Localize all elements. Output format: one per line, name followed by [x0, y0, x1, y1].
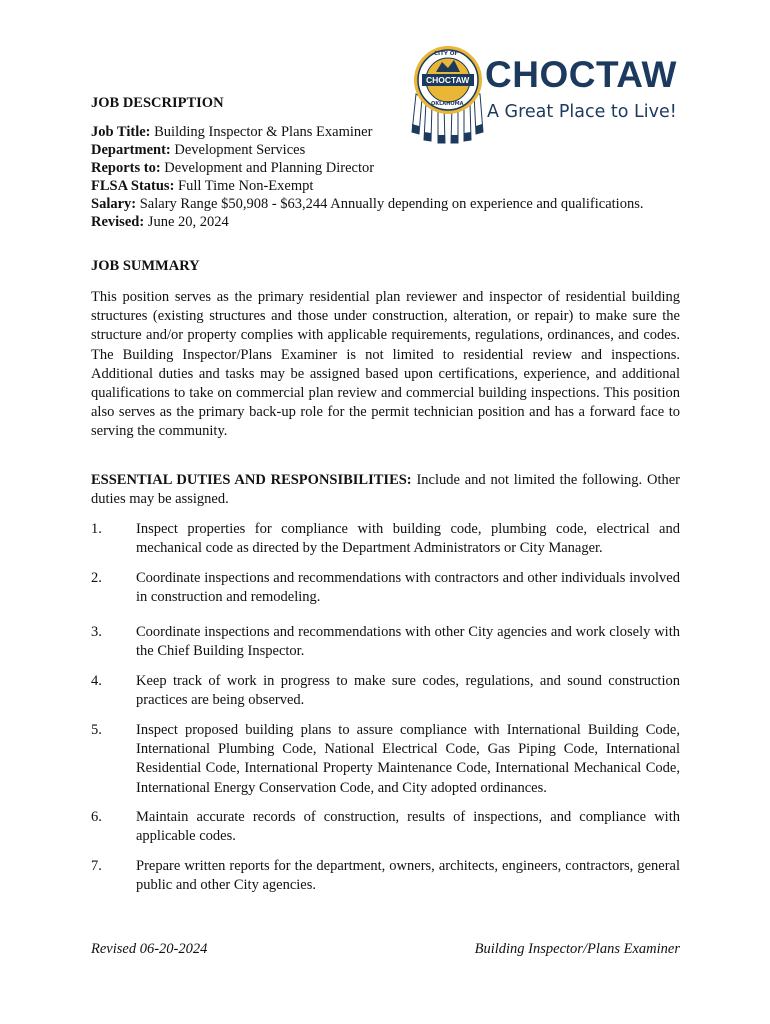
job-summary-text: This position serves as the primary residential plan reviewer and inspector of residential building structures (existing structures and those under construction, alteration, or repair) to make sure the structure and/or property complies with applicable requirements, regulations, ordinances, and codes. The Building Inspector/Plans Examiner is not limited to residential review and inspections. Additional duties and tasks may be assigned based upon certifications, experience, and additional qualifications to take on commercial plan review and commercial building inspections. This position also serves as the primary back-up role for the permit technician position and has a forward face to serving the community. — [91, 289, 680, 440]
job-summary-heading: JOB SUMMARY — [91, 258, 200, 274]
duties-intro — [91, 471, 680, 509]
list-item-number: 7. — [91, 858, 102, 874]
list-item-number: 6. — [91, 809, 102, 825]
field-reports-to — [91, 160, 374, 177]
list-item-number: 3. — [91, 624, 102, 640]
footer-revised: Revised 06-20-2024 — [91, 941, 208, 957]
field-job-title — [91, 124, 372, 141]
seal-text-bottom: OKLAHOMA — [431, 101, 464, 107]
field-label: Job Title: — [91, 124, 151, 140]
field-label: Salary: — [91, 196, 137, 212]
list-item-text: Maintain accurate records of construction, results of inspections, and compliance with applicable codes. — [136, 809, 680, 845]
field-label: Reports to: — [91, 160, 161, 176]
logo-tagline: A Great Place to Live! — [487, 102, 677, 122]
field-label: Department: — [91, 142, 171, 158]
field-value: Salary Range $50,908 - $63,244 Annually depending on experience and qualifications. — [136, 196, 644, 212]
footer-document-title: Building Inspector/Plans Examiner — [474, 941, 680, 957]
list-item-number: 4. — [91, 673, 102, 689]
field-value: Building Inspector & Plans Examiner — [150, 124, 373, 140]
list-item-number: 5. — [91, 722, 102, 738]
field-value: Development and Planning Director — [160, 160, 375, 176]
list-item-text: Coordinate inspections and recommendations with contractors and other individuals involved in construction and remodeling. — [136, 570, 680, 606]
job-description-heading: JOB DESCRIPTION — [91, 95, 224, 111]
field-value: Full Time Non-Exempt — [174, 178, 314, 194]
list-item-number: 1. — [91, 521, 102, 537]
city-seal-icon — [410, 44, 486, 144]
list-item-text: Inspect properties for compliance with building code, plumbing code, electrical and mechanical code as directed by the Department Administrators or City Manager. — [136, 521, 680, 557]
duties-intro-text: Include and not limited the following. Other duties may be assigned. — [91, 472, 680, 508]
field-value: June 20, 2024 — [144, 214, 229, 230]
field-revised — [91, 214, 229, 231]
field-label: Revised: — [91, 214, 145, 230]
field-label: FLSA Status: — [91, 178, 175, 194]
duties-heading: ESSENTIAL DUTIES AND RESPONSIBILITIES: — [91, 472, 412, 488]
list-item-text: Keep track of work in progress to make sure codes, regulations, and sound construction practices are being observed. — [136, 673, 680, 709]
list-item-number: 2. — [91, 570, 102, 586]
field-flsa-status — [91, 178, 313, 195]
list-item-text: Inspect proposed building plans to assure compliance with International Building Code, International Plumbing Code, National Electrical Code, Gas Piping Code, International Residential Code, International Property Maintenance Code, International Mechanical Code, International Energy Conservation Code, and City adopted ordinances. — [136, 722, 680, 796]
list-item-text: Coordinate inspections and recommendations with other City agencies and work closely with the Chief Building Inspector. — [136, 624, 680, 660]
field-value: Development Services — [170, 142, 306, 158]
field-salary — [91, 196, 643, 213]
seal-text-mid: CHOCTAW — [426, 75, 470, 85]
seal-text-top: CITY OF — [434, 51, 459, 57]
list-item-text: Prepare written reports for the department, owners, architects, engineers, contractors, general public and other City agencies. — [136, 858, 680, 894]
logo-wordmark: CHOCTAW — [485, 54, 677, 95]
city-logo — [410, 44, 686, 144]
field-department — [91, 142, 305, 159]
